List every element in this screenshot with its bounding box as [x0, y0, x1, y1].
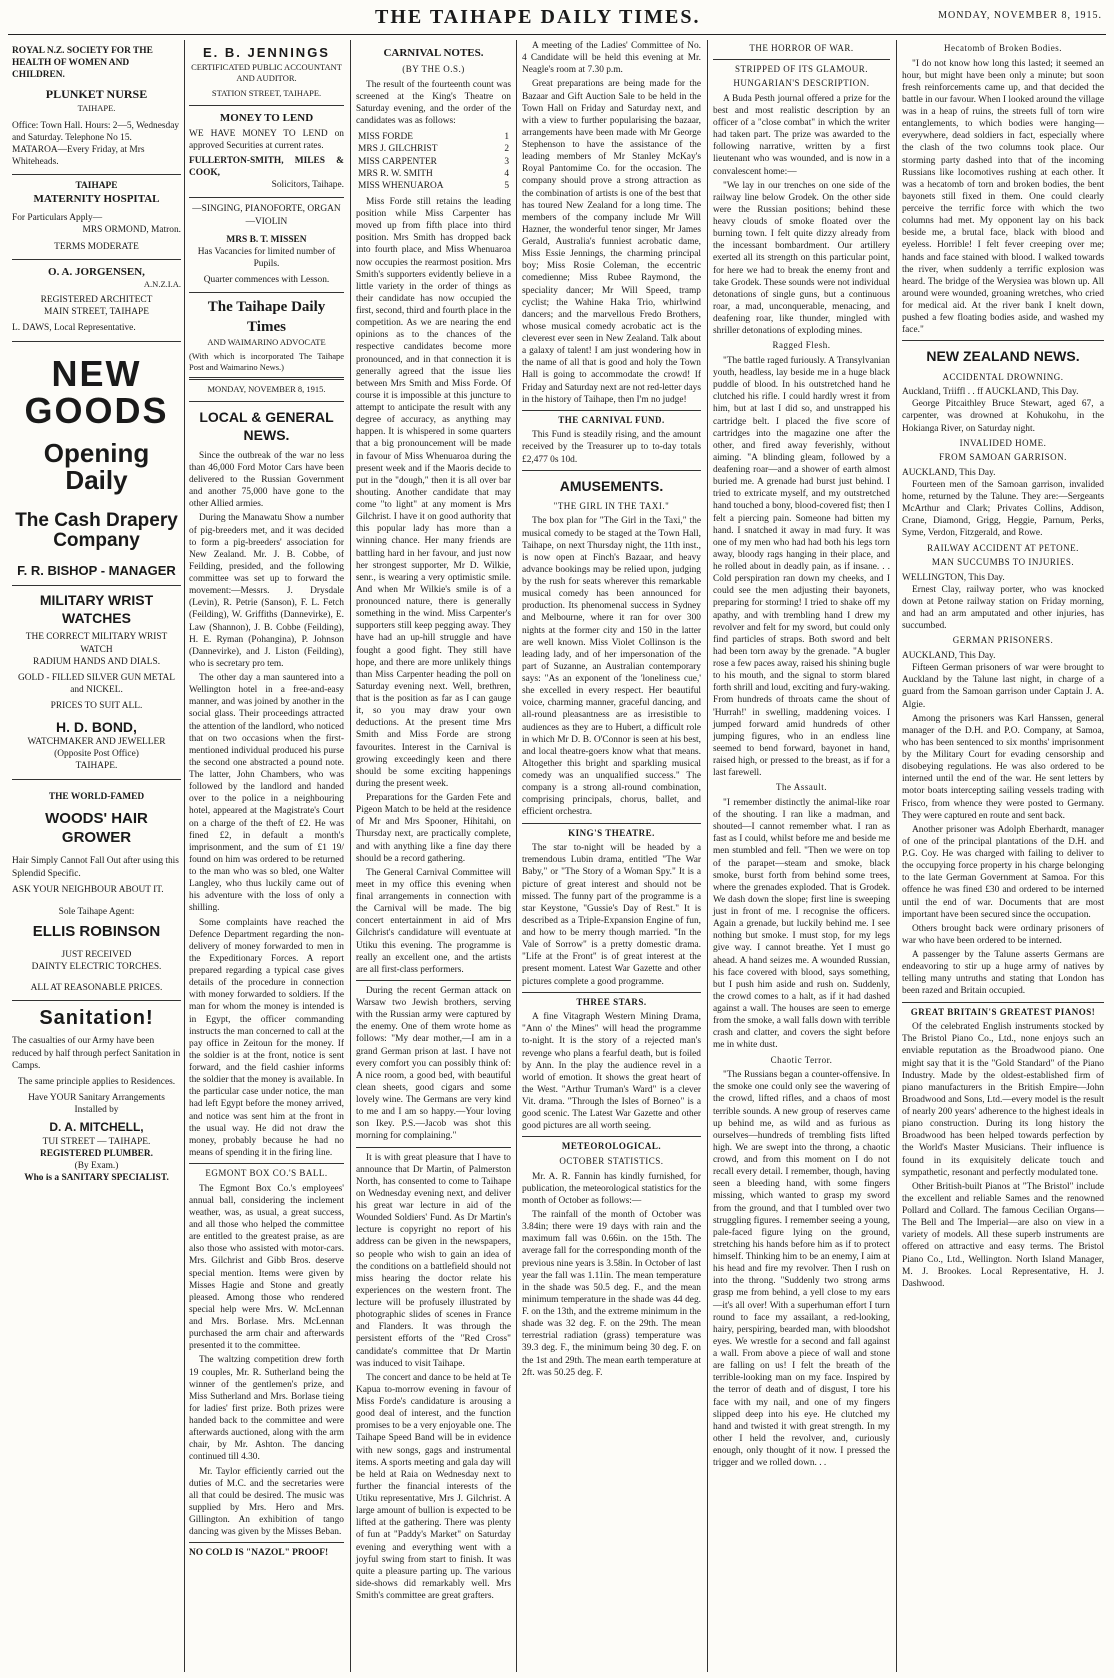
bond-trade: WATCHMAKER AND JEWELLER	[27, 737, 166, 748]
horror-heading: THE HORROR OF WAR.	[749, 43, 854, 53]
torches-line-2: DAINTY ELECTRIC TORCHES.	[31, 962, 162, 973]
watches-sub-3: GOLD - FILLED SILVER GUN METAL and NICKEL.	[18, 672, 175, 695]
candidate-row	[356, 168, 511, 180]
amusements-heading: AMUSEMENTS.	[559, 477, 664, 494]
carnival-paragraph: A meeting of the Ladies' Committee of No. 4 Candidate will be held this evening at Mr. Neagle's room at 7.30 p.m.	[522, 41, 701, 76]
invalided-text: Fourteen men of the Samoan garrison, invalided home, returned by the Talune. They are:—Sergeants McArthur and Clark; Privates Collins, Addison, Crane, Diamond, Grigg, Heggie, Parnum, Perks, Syme, Verdon, Fitzgerald, and Rowe.	[902, 479, 1104, 539]
assault-heading: The Assault.	[776, 782, 827, 793]
architect-name: O. A. JORGENSEN,	[48, 265, 145, 278]
carnival-paragraph: Great preparations are being made for the Bazaar and Gift Auction Sale to be held in the Town Hall on Friday and Saturday next, and with a view to further popularising the bazaar, arrangements have been made with Mr George Stephenson to have the assistance of the leading members of Mr Stanley McKay's Royal Pantomime Co. for the occasion. The company should prove a strong attraction as the combination of artists is one of the best that has toured New Zealand for a long time. The members of the company include Mr Will Hazner, the wonderful tenor singer, Mr James Gerald, Australia's funniest acrobatic dame, Miss Essie Jennings, the charming principal boy; Miss Rosie Coleman, the eccentric comedienne; Miss Rubee Raymond, the speciality dancer; Mr Will Speed, tramp cyclist; the Wahine Haka Trio, whirlwind dancers; and the marvellous Fredo Brothers, whose musical comedy acrobatic act is the cleverest ever seen in New Zealand. Talk about a galaxy of talent! I am just wondering how in the name of all that is good and holy the Town Hall is going to accommodate the crowd! If Friday and Saturday next are not red-letter days in the history of Taihape, then I'm no judge!	[522, 79, 701, 405]
flesh-heading: Ragged Flesh.	[772, 340, 831, 351]
paper-note: (With which is incorporated The Taihape Post and Waimarino News.)	[189, 350, 344, 372]
column-divider	[707, 40, 708, 1672]
assault-text: "I remember distinctly the animal-like roar of the shouting. I ran like a madman, and shouted—I cannot remember what. I ran as fast as I could, whilst before me and beside me men stumbled and fell. "Then we were on top of the parapet—steam and smoke, black smoke, burst forth from behind some trees, where the grenades exploded. That is Grodek. We dash down the slope; first line is sweeping just in front of me. I recognise the officers. Again a grenade, but luckily behind me. I see nothing but smoke. I must stop, for my legs give way. I cannot breathe. Yet I must go ahead. A hand seizes me. A wounded Russian, his face covered with blood, says something, but I push him aside and rush on. Suddenly, the crowd comes to a halt, as if it had dashed against a wall. The houses are seen to emerge from the smoke, a wall falls down with terrible crash and clatter, and covers the sight before me in white dust.	[713, 797, 890, 1051]
sanitation-text-1: The casualties of our Army have been reduced by half through perfect Sanitation in Camps.	[12, 1036, 181, 1071]
column-divider	[350, 40, 351, 1672]
money-solicitors: Solicitors, Taihape.	[271, 180, 344, 191]
maternity-apply: For Particulars Apply—	[12, 212, 103, 223]
money-ad	[189, 106, 344, 199]
carnival-fund-heading: THE CARNIVAL FUND.	[558, 414, 665, 425]
horror-paragraph: "We lay in our trenches on one side of the railway line below Grodek. On the other side were the Russian positions; behind these heavy clouds of smoke floated over the burning town. I felt quite dizzy already from the incessant bombardment. Our artillery exerted all its strength on this particular point, for here we had to break the enemy front and take Grodek. These sounds were not individual detonations of single guns, but a continuous roar, a mad, unconquerable, menacing, and deafening roar, like thunder, mingled with shriller detonations of exploding mines.	[713, 180, 890, 337]
column-1-ads	[8, 40, 185, 1672]
plunket-office-hours: Office: Town Hall. Hours: 2—5, Wednesday and Saturday. Telephone No 15.	[12, 120, 180, 143]
hecatomb-heading: Hecatomb of Broken Bodies.	[944, 43, 1062, 53]
jennings-name: E. B. JENNINGS	[203, 45, 330, 60]
pianos-heading: GREAT BRITAIN'S GREATEST PIANOS!	[910, 1006, 1096, 1017]
section-rule	[356, 1147, 511, 1148]
jennings-ad	[189, 40, 344, 106]
railway-heading: RAILWAY ACCIDENT AT PETONE.	[927, 542, 1079, 553]
column-5	[709, 40, 894, 1672]
horror-sub: STRIPPED OF ITS GLAMOUR.	[734, 63, 869, 74]
three-stars-text: A fine Vitagraph Western Mining Drama, "Ann o' the Mines" will head the programme to-night. It is the story of a rejected man's revenge who plans a fearful death, but is foiled by Ann. In the play the audience revel in a world of emotion. It shows the great heart of the West. "Arthur Truman's Ward" is a clever Vit. drama. "Through the Isles of Borneo" is a good scenic. The Latest War Gazette and other good pictures are all worth seeing.	[522, 1012, 701, 1132]
watches-sub-2: RADIUM HANDS AND DIALS.	[32, 656, 161, 667]
kings-theatre-heading: KING'S THEATRE.	[568, 827, 655, 838]
bond-name: H. D. BOND,	[56, 719, 137, 736]
missen-name: MRS B. T. MISSEN	[226, 234, 307, 245]
maternity-title-2: MATERNITY HOSPITAL	[33, 193, 160, 206]
missen-ad	[189, 198, 344, 293]
german-prisoners-heading: GERMAN PRISONERS.	[952, 635, 1054, 646]
invalided-sub: FROM SAMOAN GARRISON.	[939, 452, 1067, 463]
egmont-paragraph: Mr. Taylor efficiently carried out the duties of M.C. and the secretaries were all that could be desired. The music was supplied by Mrs. Hero and Mrs. Gillington. An exhibition of tango dancing was given by the Misses Beban.	[189, 1466, 344, 1538]
plunket-ad	[12, 40, 181, 175]
money-body: WE HAVE MONEY TO LEND on approved Securities at current rates.	[189, 128, 344, 151]
architect-role: REGISTERED ARCHITECT	[40, 295, 153, 306]
plunket-nurse-heading: PLUNKET NURSE	[45, 87, 148, 102]
meteorological-text: Mr. A. R. Fannin has kindly furnished, for publication, the meteorological statistics for the month of October as follows:—	[522, 1171, 701, 1206]
carnival-paragraph: Preparations for the Garden Fete and Pigeon Match to be held at the residence of Mr and Mrs Spooner, Hihitahi, on Thursday next, are practically complete, and with anything like a fine day there should be a record gathering.	[356, 793, 511, 864]
local-news-paragraph: Since the outbreak of the war no less than 46,000 Ford Motor Cars have been delivered to the Russian Government and another 75,000 have gone to the other Allied armies.	[189, 450, 344, 510]
candidate-row	[356, 143, 511, 155]
paper-title: The Taihape Daily Times	[207, 299, 326, 335]
drapery-manager: F. R. BISHOP - MANAGER	[17, 562, 176, 578]
missen-heading: —SINGING, PIANOFORTE, ORGAN—VIOLIN	[192, 204, 341, 227]
drowning-text: George Pitcaithley Bruce Stewart, aged 67, a carpenter, was drowned at Kohukohu, in the Hokianga River, on Saturday night.	[902, 399, 1104, 434]
plumber-name: D. A. MITCHELL,	[49, 1120, 144, 1135]
maternity-matron: MRS ORMOND, Matron.	[82, 224, 181, 235]
egmont-heading: EGMONT BOX CO.'S BALL.	[205, 1168, 328, 1179]
horror-sub-2: HUNGARIAN'S DESCRIPTION.	[733, 78, 870, 89]
section-rule	[902, 340, 1104, 341]
plunket-mataroa: MATAROA—Every Friday, at Mrs Whiteheads.	[12, 145, 145, 168]
railway-dateline: WELLINGTON, This Day.	[902, 572, 1005, 583]
hair-grower-ad	[12, 780, 181, 1001]
local-news-paragraph: Some complaints have reached the Defence Department regarding the non-delivery of money forwarded to men in the Expeditionary Forces. A report prepared regarding a typical case gives details of the procedure in connection with money forwarded to soldiers. If the man for whom the money is intended is in Egypt, the officer commanding instructs the man concerned to call at the pay office in Zeitoun for the money. If the soldier is at the front, notice is sent forward, and the field cashier informs the soldier that the money is available. In the particular case under notice, the man had left Egypt before the money arrived, and notice was sent him at the front in the usual way. He did not draw the money, probably because he had no means of spending it in the firing line.	[189, 917, 344, 1158]
architect-address: MAIN STREET, TAIHAPE	[44, 307, 149, 318]
missen-body: Has Vacancies for limited number of Pupils.	[197, 246, 336, 269]
candidate-position: 1	[504, 132, 509, 143]
hecatomb-text: "I do not know how long this lasted; it seemed an hour, but might have been only a minute; but soon fresh reinforcements came up, and that decided the battle in our favour. When I looked around the village was in a heap of ruins, the streets full of torn wire entanglements, to which bodies were hanging—everywhere, dead soldiers in fact, especially where the clash of the two columns took place. Our storming party dashed into that of the incoming Russians like locomotives rushing at each other. It was a hecatomb of torn and broken bodies, the bent bayonets still fixed in them. One could clearly perceive the terrific force with which the two columns had met. My opponent lay on his back beside me, a brutal face, black with blood and eyeless. Horrible! I felt fever creeping over me; hands and face stained with blood. I walked towards the river, when suddenly a terrific explosion was heard. The bridge of the Werysiea was blown up. All around were wounded, groaning wretches, who cried for medical aid. At the river bank I knelt down, pushed a few floating bodies aside, and washed my face."	[902, 58, 1104, 336]
local-news-paragraph: The other day a man sauntered into a Wellington hotel in a free-and-easy manner, and was joined by another in the social glass. Their proceedings attracted the attention of the landlord, who noticed that on two occasions when the first-mentioned individual produced his purse the second one abstracted a pound note. The latter, John Chambers, who was followed by the landlord and handed over to the police in a neighbouring hotel, appeared at the Magistrate's Court on a charge of the theft of £2. He was fined £2, in default a month's imprisonment, and the sum of £1 19/ found on him was ordered to be returned to the man who was so bled, one Walter Langley, who thus luckily came out of his adventure with the loss of only a shilling.	[189, 673, 344, 914]
missen-term: Quarter commences with Lesson.	[203, 275, 330, 286]
sanitation-text-3: Have YOUR Sanitary Arrangements Installed by	[28, 1092, 165, 1116]
newspaper-title: THE TAIHAPE DAILY TIMES.	[375, 6, 701, 28]
maternity-ad	[12, 175, 181, 260]
local-news-heading: LOCAL & GENERAL NEWS.	[199, 408, 334, 443]
goods-heading: GOODS	[24, 390, 169, 432]
bond-address: (Opposite Post Office)	[54, 749, 139, 760]
invalided-heading: INVALIDED HOME.	[959, 437, 1047, 448]
drapery-name-2: Company	[53, 529, 140, 551]
candidate-name: MRS R. W. SMITH	[358, 168, 433, 179]
paper-imprint	[189, 293, 344, 402]
german-prisoners-dateline: AUCKLAND, This Day.	[902, 651, 996, 662]
candidate-table	[356, 131, 511, 192]
sanitation-text-2: The same principle applies to Residences.	[17, 1076, 176, 1087]
candidate-position: 2	[504, 144, 509, 155]
carnival-heading: CARNIVAL NOTES.	[383, 47, 484, 59]
german-prisoners-text: Among the prisoners was Karl Hanssen, general manager of the D.H. and P.O. Company, at Samoa, who has been sentenced to six months' imprisonment by the Military Court for evading censorship and disobeying regulations. He was also ordered to be interned until the end of the war. He sent letters by motor boats intercepting sailing vessels trading with Frisco, from whence they were posted to Germany. They were captured en route and sent back.	[902, 713, 1104, 821]
cash-drapery-ad	[12, 342, 181, 587]
royal-society-title: ROYAL N.Z. SOCIETY FOR THE HEALTH OF WOMEN AND CHILDREN.	[12, 46, 153, 81]
kings-theatre-text: The star to-night will be headed by a tremendous Lubin drama, entitled "The War Baby," or "The Story of a Woman Spy." It is a picture of great interest and should not be missed. The funny part of the programme is a star Keystone, "Gussie's Day of Rest." It is described as a Triple-Expansion Engine of fun, and how to be merry though married. "In the Vale of Sorrow" is a pretty domestic drama. "Life at the Front" is of great interest at the present moment. Latest War Gazette and other pictures complete a good programme.	[522, 843, 701, 987]
watches-sub-1: THE CORRECT MILITARY WRIST WATCH	[25, 632, 168, 655]
imprint-rule	[189, 377, 344, 380]
column-2	[185, 40, 348, 1672]
maternity-terms: TERMS MODERATE	[54, 241, 139, 252]
nz-news-heading: NEW ZEALAND NEWS.	[926, 348, 1080, 365]
candidate-row	[356, 156, 511, 168]
candidate-row	[356, 180, 511, 192]
horror-paragraph: A Buda Pesth journal offered a prize for the best and most realistic description by an officer of a "close combat" in which the writer had taken part. The prize was awarded to the following narrative, written by a first lieutenant who was wounded, and is now in a convalescent home:—	[713, 93, 890, 177]
german-prisoners-text: Others brought back were ordinary prisoners of war who have been ordered to be interned.	[902, 923, 1104, 946]
local-news-paragraph: During the Manawatu Show a number of pig-breeders met, and it was decided to form a pig-breeders' association for New Zealand. Mr. J. B. Cobbe, of Feilding, presided, and the following committee was set up to forward the movement:—Messrs. J. Drysdale (Levin), R. Petrie (Sanson), F. L. Fetch (Feilding), W. Griffiths (Dannevirke), E. Law (Shannon), J. B. Cobbe (Feilding), H. E. Ryman (Pohangina), P. Johnson (Dannevirke), and J. Liston (Feilding), who is secretary pro tem.	[189, 513, 344, 669]
candidate-position: 4	[504, 168, 509, 179]
section-rule	[522, 823, 701, 824]
paper-sub: AND WAIMARINO ADVOCATE	[207, 336, 326, 347]
column-4	[518, 40, 705, 1672]
section-rule	[713, 59, 890, 60]
railway-text: Ernest Clay, railway porter, who was knocked down at Petone railway station on Friday morning, and had an arm amputated and other injuries, has succumbed.	[902, 584, 1104, 632]
carnival-paragraph: Miss Forde still retains the leading position while Miss Carpenter has moved up from fifth place into third position. Mrs Smith has dropped back into fourth place, and Miss Whenuaroa now occupies the rearmost position. Mrs Smith's supporters evidently believe in a little variety in the order of things as their candidate has now occupied the first, second, third and fourth place in the competition. As we are nearing the end opinions as to the chances of the respective candidates become more pronounced, and in that connection it is generally agreed that the issue lies between Mrs Smith and Miss Forde. Of course it is impossible at this juncture to attempt to anticipate the result with any degree of accuracy, as anything may happen. It is whispered in some quarters that a big pronouncement will be made in favour of Miss Whenuaroa during the present week and if the Maoris decide to put in the "dough," then it is all over bar shouting. Another candidate that may come "to light" at any moment is Mrs Gilchrist. I have it on good authority that this popular lady has more than a winning chance. Her many friends are battling hard in her favour, and just now her strongest supporter, Mr D. Wilkie, senr., is wearing a very optimistic smile. And when Mr Wilkie's smile is of a pronounced nature, there is generally something in the wind. Miss Carpenter's supporters still keep pegging away. They have had an up-hill struggle and have fought a good fight. They still have hope, and there are more unlikely things than Miss Carpenter heading the poll on Saturday evening next. Well, brethren, that is the position as far as I can gauge it, so you may draw your own deductions. At the present time Mrs Smith and Miss Forde are strong favourites. Interest in the Carnival is growing exceedingly keen and there should be some exciting happenings during the present week.	[356, 196, 511, 789]
section-rule	[189, 1542, 344, 1543]
watches-heading: MILITARY WRIST WATCHES	[39, 592, 154, 627]
section-rule	[356, 980, 511, 981]
hair-grower-agent-name: ELLIS ROBINSON	[32, 922, 161, 940]
german-prisoners-text: A passenger by the Talune asserts Germans are endeavoring to stir up a huge army of natives by telling many untruths and stating that London has been razed and Britain occupied.	[902, 950, 1104, 997]
sanitation-ad	[12, 1001, 181, 1191]
architect-ad	[12, 260, 181, 342]
plumber-specialist: Who is a SANITARY SPECIALIST.	[24, 1173, 169, 1184]
architect-rep: L. DAWS, Local Representative.	[12, 323, 136, 334]
watches-ad	[12, 586, 181, 779]
carnival-paragraph: The General Carnival Committee will meet in my office this evening when final arrangements in connection with the Carnival will be made. The big concert entertainment in aid of Mrs Gilchrist's candidature will eventuate at Utiku this evening. The programme is really an excellent one, and the artists are all first-class performers.	[356, 867, 511, 975]
terror-heading: Chaotic Terror.	[770, 1054, 833, 1065]
meteorological-sub: OCTOBER STATISTICS.	[559, 1156, 664, 1167]
carnival-paragraph: The concert and dance to be held at Te Kapua to-morrow evening in favour of Miss Forde's candidature is arousing a good deal of interest, and the function promises to be a very enjoyable one. The Taihape Speed Band will be in evidence with new songs, gags and instrumental items. A sports meeting and gala day will be held at Raia on Wednesday next to further the financial interests of the Utiku representative, Mrs J. Gilchrist. A large amount of bullion is expected to be lifted at the gathering. There was plenty of fun at "Paddy's Market" on Saturday evening and everything went with a joyful swing from start to finish. It was quite a pleasure parting up. The various side-shows did remarkably well. Mrs Smith's committee are great grafters.	[356, 1372, 511, 1602]
column-divider	[516, 40, 517, 1672]
candidate-name: MISS FORDE	[358, 132, 413, 143]
invalided-dateline: AUCKLAND, This Day.	[902, 467, 996, 478]
plumber-exam: (By Exam.)	[74, 1160, 119, 1171]
hair-grower-pre: THE WORLD-FAMED	[48, 791, 145, 802]
hair-grower-agent: Sole Taihape Agent:	[58, 906, 135, 917]
drowning-heading: ACCIDENTAL DROWNING.	[942, 371, 1064, 382]
column-6	[898, 40, 1108, 1672]
candidate-row	[356, 131, 511, 143]
section-rule	[522, 470, 701, 471]
nazol-line: NO COLD IS "NAZOL" PROOF!	[189, 1548, 329, 1559]
section-rule	[522, 410, 701, 411]
hair-grower-line-2: ASK YOUR NEIGHBOUR ABOUT IT.	[12, 884, 164, 895]
section-rule	[522, 992, 701, 993]
section-rule	[522, 1136, 701, 1137]
german-prisoners-text: Another prisoner was Adolph Eberhardt, manager of one of the principal plantations of the D.H. and P.G. Coy. He was charged with failing to deliver to the occupying force property in his charge belonging to the late German Government at Samoa. For this offence he was fined £30 and ordered to be interned until the end of war. Documents that are most important have been secured since the occupation.	[902, 824, 1104, 920]
sanitation-title: Sanitation!	[39, 1006, 154, 1029]
issue-date: MONDAY, NOVEMBER 8, 1915.	[938, 10, 1102, 21]
flesh-text: "The battle raged furiously. A Transylvanian youth, headless, lay beside me in a huge black puddle of blood. In his outstretched hand he clutched his rifle. I could hardly wrest it from him, but at last I did so, and unstrapped his cartridge belt. I placed the five score of cartridges into the magazine one after the other, and fired away feverishly, without aiming. "A blinding gleam, followed by a deafening roar—and a shower of earth almost buried me. A grenade had burst just behind. I tried to extricate myself, and my outstretched hand touched a bony, blood-covered fist; then I felt a piercing pain. Someone had bitten my hand. I snatched it away in mad fury. It was one of my men who had had both his legs torn away, bloody rags hanging in their place, and he rolled about in deadly pain, as if insane. . . Cold perspiration ran down my cheeks, and I could see the men adjusting their bayonets, preparing for storming! I tried to shake off my apathy, and with trembling hand I drew my revolver and felt for my sword, but could only find particles of straps. Both sword and belt had been torn away by the grenade. "A bugler rose a few paces away, raised his shining bugle to his mouth, and the signal to storm blared forth shrill and loud, exciting and fury-waking. From hundreds of throats came the shout of 'Hurrah!' in swelling, maddening voices. I jumped forward amid hundreds of other jumping figures, who in an endless line seemed to bend forward, bayonet in hand, raised high, or pressed to the breast, as if for a last farewell.	[713, 355, 890, 779]
hair-grower-line-1: Hair Simply Cannot Fall Out after using this Splendid Specific.	[12, 856, 179, 879]
egmont-paragraph: The waltzing competition drew forth 19 couples, Mr. R. Sutherland being the winner of the gentlemen's prize, and Miss Sutherland and Mrs. Borlase tieing for ladies' first prize. Both prizes were handed back to the committee and were afterwards auctioned, along with the arm chair, by Mr. Ashton. The dancing continued till 4.30.	[189, 1355, 344, 1463]
new-heading: NEW	[51, 352, 142, 394]
carnival-intro: The result of the fourteenth count was screened at the King's Theatre on Saturday evening, and the order of the candidates was as follows:	[356, 79, 511, 127]
carnival-byline: (BY THE O.S.)	[402, 64, 465, 75]
meteorological-heading: METEOROLOGICAL.	[561, 1141, 662, 1152]
three-stars-heading: THREE STARS.	[576, 996, 647, 1007]
candidate-name: MISS CARPENTER	[358, 156, 437, 167]
paper-date: MONDAY, NOVEMBER 8, 1915.	[207, 383, 326, 394]
money-heading: MONEY TO LEND	[219, 111, 314, 124]
column-3	[352, 40, 515, 1672]
architect-quals: A.N.Z.I.A.	[143, 279, 181, 290]
hair-grower-name: WOODS' HAIR GROWER	[45, 809, 148, 847]
opening-daily: Opening Daily	[43, 438, 150, 496]
section-rule	[902, 1002, 1104, 1003]
pianos-text: Other British-built Pianos at "The Bristol" include the excellent and reliable Sames and the renowned Pollard and Collard. The famous Cecilian Organs—The Bell and The Imperial—are also on view in a variety of models. All these superb instruments are offered on attractive and easy terms. The Bristol Piano Co., Ltd., Wellington. North Island Manager, M. J. Brookes. Local Representative, H. J. Dashwood.	[902, 1181, 1104, 1289]
jennings-address: STATION STREET, TAIHAPE.	[211, 87, 322, 98]
section-rule	[189, 1163, 344, 1164]
railway-sub: MAN SUCCUMBS TO INJURIES.	[931, 557, 1075, 568]
torches-line-1: JUST RECEIVED	[61, 950, 132, 961]
german-prisoners-text: Fifteen German prisoners of war were brought to Auckland by the Talune last night, in charge of a guard from the Samoan garrison under Captain J. A. Algie.	[902, 663, 1104, 710]
column-divider	[896, 40, 897, 1672]
candidate-name: MRS J. GILCHRIST	[358, 144, 438, 155]
torches-line-3: ALL AT REASONABLE PRICES.	[30, 982, 163, 993]
terror-text: "The Russians began a counter-offensive. In the smoke one could only see the wavering of the crowd, lifted rifles, and a chaos of most terrible sounds. A new group of reserves came up behind me, as wild and as furious as ourselves—hundreds of trembling fists lifted high. We are swept into the throng, a chaotic crowd, and from this moment on I do not recall every detail. I remember, though, having seen a bleeding hand, with some fingers missing, which wanted to grasp my sword from the ground, and that I tumbled over two struggling figures. I remember seeing a young, pale-faced figure lying on the ground, stretching his hands before him as if to protect himself. Thinking him to be an enemy, I aim at his head and fire my revolver. Then I rush on into the throng. "Suddenly two strong arms grasp me from behind, a yell close to my ears—it's all over! With a superhuman effort I turn round to face my assailant, a red-looking, hairy, perspiring, bearded man, with bloodshot eyes. We wrestle for a second and fall against a wall. From above a piece of wall and stone are falling on us! I felt the breath of the terrible-looking man on my face. Inspired by the terror of death and of disgust, I tore his face with my nail, and one of my fingers slipped deep into his eye. He clutched my hand and twisted it with great strength. In my other I held the revolver, and, curiously enough, only thought of it now. I pressed the trigger and we rolled down. . .	[713, 1070, 890, 1469]
money-firm: FULLERTON-SMITH, MILES & COOK,	[189, 156, 344, 179]
egmont-paragraph: The Egmont Box Co.'s employees' annual ball, considering the inclement weather, was, as usual, a great success, and all those who helped the committee are entitled to the greatest praise, as are also those who assisted with motor-cars. Mrs. Gilchrist and Gibb Bros. deserve special mention. Items were given by Misses Hagie and Stone and greatly pleased. Among those who rendered special help were Mrs. W. McLennan and Mrs. Borlase. Mrs. McLennan purchased the arm chair and afterwards presented it to the committee.	[189, 1183, 344, 1352]
drowning-dateline: Auckland, Triiffl . . ff AUCKLAND, This Day.	[902, 387, 1079, 398]
plumber-address: TUI STREET — TAIHAPE.	[42, 1136, 151, 1147]
taxi-heading: "THE GIRL IN THE TAXI."	[553, 500, 670, 511]
taxi-text: The box plan for "The Girl in the Taxi," the musical comedy to be staged at the Town Hall, Taihape, on next Thursday night, the 11th inst., is now open at Finch's Bazaar, and heavy advance bookings may be relied upon, judging by the rush for seats wherever this remarkable musical comedy has been announced for production. Its phenomenal success in Sydney and Melbourne, where it ran for over 300 nights at the former city and 150 in the latter are well known. Miss Violet Collinson is the leading lady, and of her impersonation of the part of Suzanne, an Australian contemporary says: "As an exponent of the 'loneliness cue,' she excelled in every respect. Her beautiful voice, charming manner, graceful dancing, and all-round pleasantness are as irresistible to audiences as they are to Hubert, a difficult role in which Mr D. B. O'Connor is seen at his best, and local theatre-goers know what that means. Altogether this bright and sparkling musical comedy was an unqualified success." The company is a strong all-round combination, comprising principals, chorus, ballet, and efficient orchestra.	[522, 516, 701, 818]
masthead-rule	[8, 34, 1106, 35]
carnival-paragraph: It is with great pleasure that I have to announce that Dr Martin, of Palmerston North, has consented to come to Taihape on Wednesday evening next, and deliver his great war lecture in aid of the Wounded Soldiers' Fund. As Dr Martin's lecture is copyright no report of his address can be given in the newspapers, so people who wish to gain an idea of the conditions on a battlefield should not miss hearing the doctor relate his experiences on the western front. The lecture will be profusely illustrated by photographic slides of scenes in France and Flanders. It was through the persistent efforts of the "Red Cross" candidate's committee that Dr Martin was induced to visit Taihape.	[356, 1152, 511, 1369]
jennings-role: CERTIFICATED PUBLIC ACCOUNTANT AND AUDITOR.	[191, 61, 342, 83]
watches-sub-4: PRICES TO SUIT ALL.	[50, 701, 143, 712]
plunket-town: TAIHAPE.	[77, 102, 116, 113]
carnival-paragraph: During the recent German attack on Warsaw two Jewish brothers, serving with the Russian army were captured by the enemy. One of them wrote home as follows: "My dear mother,—I am in a grand German prison at last. I have not every comfort you can possibly think of: A nice room, a good bed, with beautiful clean sheets, good cigars and some lovely wine. The Germans are very kind to me and I am so happy.—Your loving son Ikey. P.S.—Jacob was shot this morning for complaining."	[356, 985, 511, 1142]
candidate-position: 5	[504, 180, 509, 191]
masthead	[0, 0, 1114, 40]
candidate-position: 3	[504, 156, 509, 167]
meteorological-text: The rainfall of the month of October was 3.84in; there were 19 days with rain and the maximum fall was 0.66in. on the 15th. The average fall for the corresponding month of the previous nine years is 3.58in. In October of last year the fall was 1.11in. The mean temperature in the shade was 50.5 deg. F., and the mean minimum temperature in the shade was 44 deg. F. on the 13th, and the extreme minimum in the shade was 32 deg. F. on the 29th. The mean terrestrial radiation (grass) temperature was 39.3 deg. F., the minimum being 30 deg. F. on the 1st and 29th. The mean earth temperature at 2ft. was 50.25 deg. F.	[522, 1210, 701, 1378]
candidate-name: MISS WHENUAROA	[358, 180, 444, 191]
plumber-role: REGISTERED PLUMBER.	[39, 1148, 154, 1159]
drapery-name-1: The Cash Drapery	[15, 509, 178, 531]
pianos-text: Of the celebrated English instruments stocked by The Bristol Piano Co., Ltd., none enjoys such an enviable reputation as the Broadwood piano. One might say that it is the "Gold Standard" of the Piano Industry. Made by the oldest-established firm of piano manufacturers in the British Empire—John Broadwood and Sons, Ltd.—every model is the result of nearly 200 years' adherence to the highest ideals in piano construction. During its long history the Broadwood has been helped towards perfection by the World's Master Musicians. Their influence is found in its exquisitely delicate touch and sympathetic, resonant and perfectly modulated tone.	[902, 1022, 1104, 1178]
maternity-title-1: TAIHAPE	[75, 181, 118, 192]
carnival-fund-text: This Fund is steadily rising, and the amount received by the Treasurer up to to-day totals £2,477 0s 10d.	[522, 430, 701, 465]
bond-town: TAIHAPE.	[75, 761, 118, 772]
